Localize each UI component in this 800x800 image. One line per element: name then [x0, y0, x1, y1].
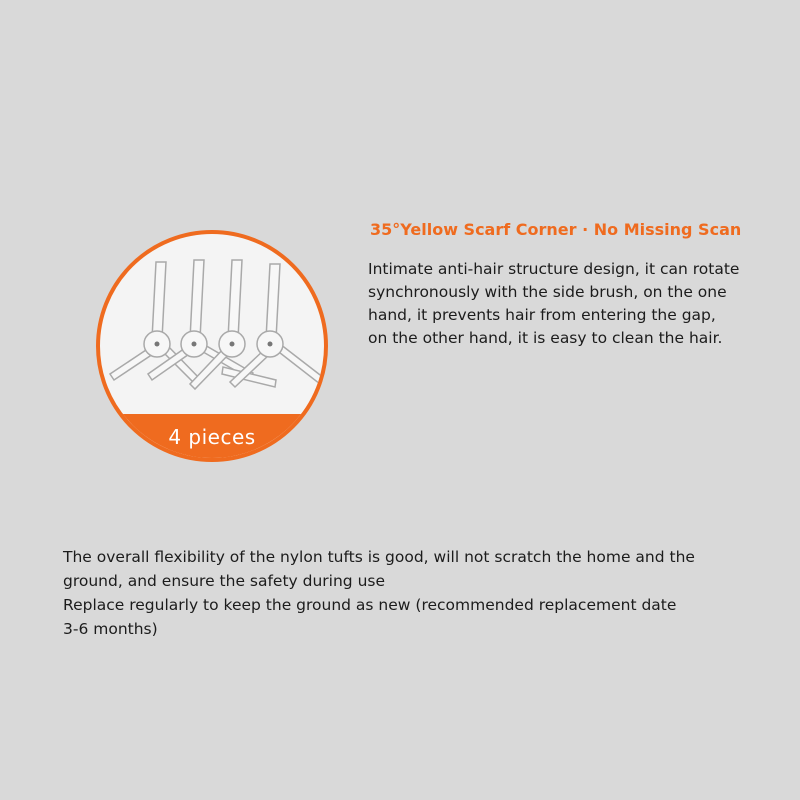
notes-line: The overall flexibility of the nylon tufts is good, will not scratch the home and the — [63, 548, 695, 566]
notes-line: Replace regularly to keep the ground as new (recommended replacement date — [63, 596, 677, 614]
quantity-label: 4 pieces — [168, 425, 256, 449]
description-line: hand, it prevents hair from entering the gap, — [368, 306, 716, 324]
feature-title: 35°Yellow Scarf Corner · No Missing Scan — [370, 220, 742, 239]
notes-line: ground, and ensure the safety during use — [63, 572, 386, 590]
description-line: Intimate anti-hair structure design, it can rotate — [368, 260, 740, 278]
usage-notes — [63, 545, 783, 641]
feature-description — [368, 258, 788, 350]
product-image-circle — [96, 230, 328, 462]
description-line: synchronously with the side brush, on the one — [368, 283, 727, 301]
description-line: on the other hand, it is easy to clean the hair. — [368, 329, 723, 347]
notes-line: 3-6 months) — [63, 620, 158, 638]
